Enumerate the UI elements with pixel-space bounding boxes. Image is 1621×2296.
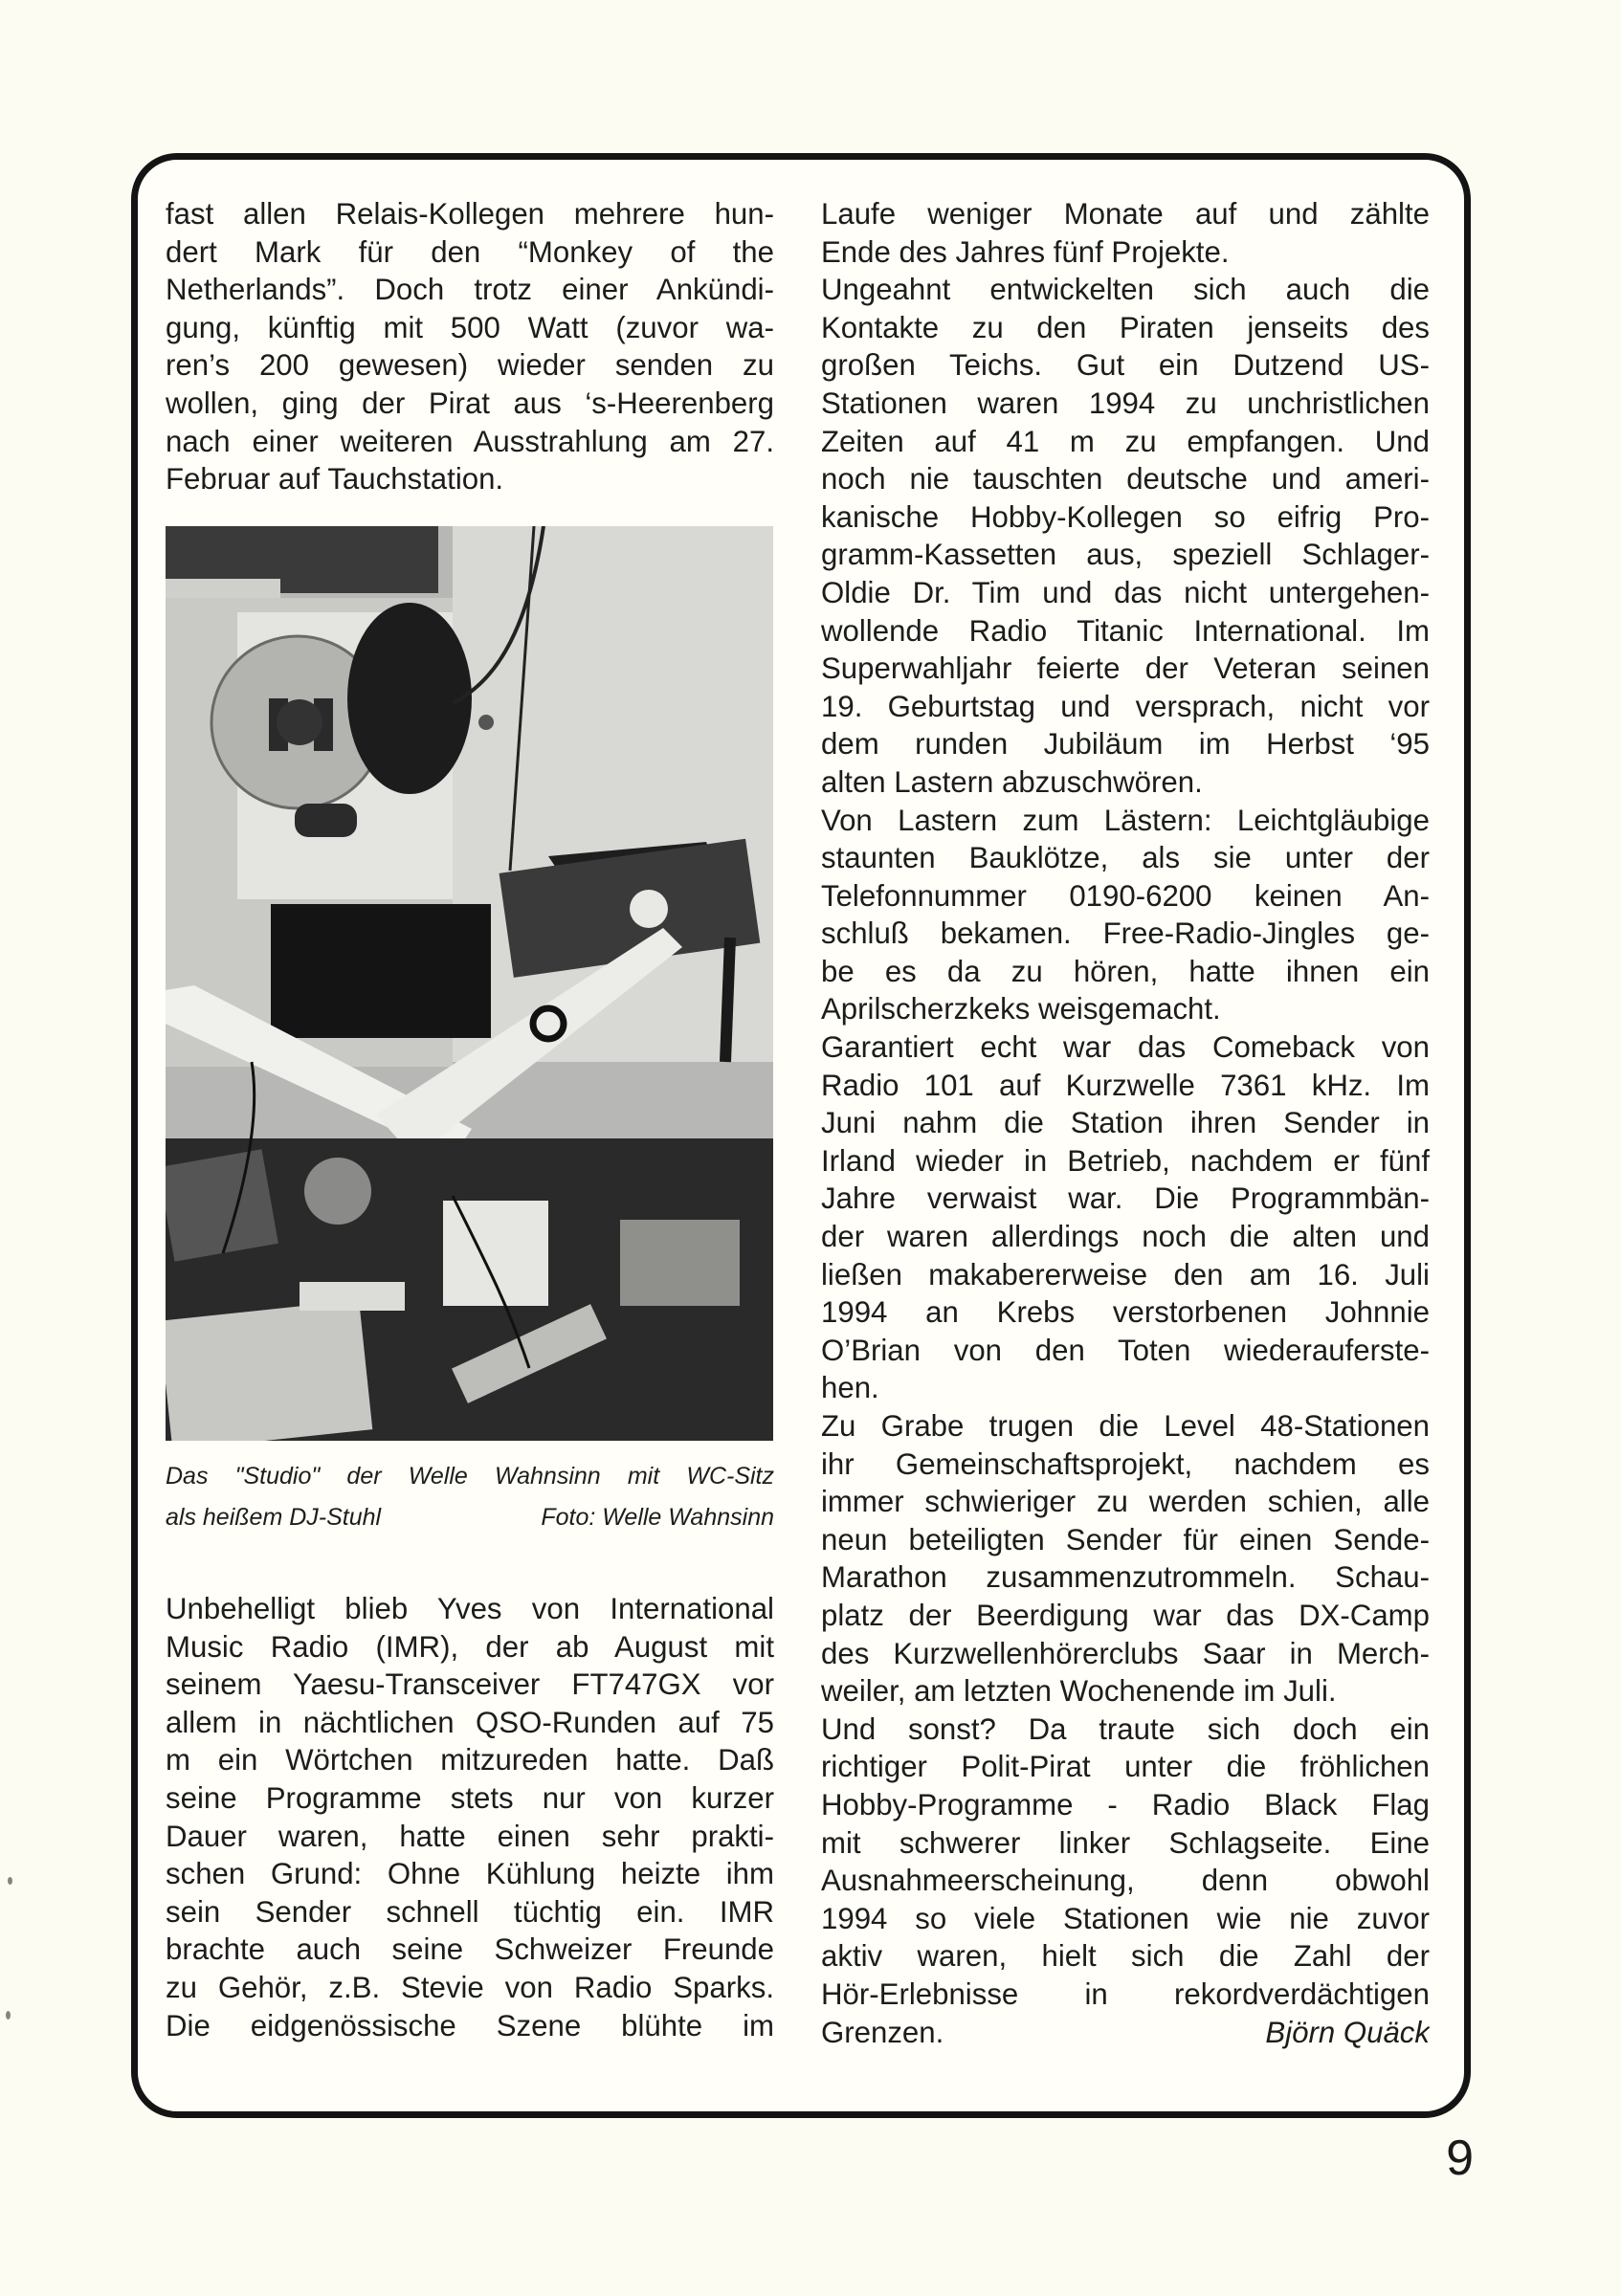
text-line: O’Brian von den Toten wiederauferste- <box>821 1333 1430 1367</box>
left-column-bottom <box>166 1590 774 2044</box>
scan-speck <box>6 2011 11 2020</box>
text-line: aktiv waren, hielt sich die Zahl der <box>821 1939 1430 1974</box>
text-line: Music Radio (IMR), der ab August mit <box>166 1629 774 1664</box>
closing-line <box>821 2014 1430 2052</box>
text-line: zu Gehör, z.B. Stevie von Radio Sparks. <box>166 1970 774 2004</box>
text-line: des Kurzwellenhörerclubs Saar in Merch- <box>821 1636 1430 1670</box>
caption-text: als heißem DJ-Stuhl <box>166 1504 382 1531</box>
text-line: Juni nahm die Station ihren Sender in <box>821 1106 1430 1140</box>
text-line: kanische Hobby-Kollegen so eifrig Pro- <box>821 499 1430 534</box>
left-column-top <box>166 195 774 498</box>
studio-photo-image <box>166 526 773 1441</box>
text-line: seine Programme stets nur von kurzer <box>166 1780 774 1815</box>
text-line: Von Lastern zum Lästern: Leichtgläubige <box>821 803 1430 837</box>
text-line: 1994 so viele Stationen wie nie zuvor <box>821 1901 1430 1935</box>
text-line: Zu Grabe trugen die Level 48-Stationen <box>821 1409 1430 1443</box>
text-line: Ausnahmeerscheinung, denn obwohl <box>821 1864 1430 1898</box>
text-line: Ende des Jahres fünf Projekte. <box>821 234 1230 269</box>
text-line: schluß bekamen. Free-Radio-Jingles ge- <box>821 916 1430 951</box>
text-line: Dauer waren, hatte einen sehr prakti- <box>166 1819 774 1853</box>
author-name: Björn Quäck <box>1265 2015 1430 2049</box>
text-line: Stationen waren 1994 zu unchristlichen <box>821 386 1430 420</box>
text-line: Zeiten auf 41 m zu empfangen. Und <box>821 424 1430 458</box>
text-line: Und sonst? Da traute sich doch ein <box>821 1711 1430 1746</box>
text-line: Jahre verwaist war. Die Programmbän- <box>821 1181 1430 1216</box>
page-number: 9 <box>1446 2130 1474 2186</box>
text-line: Hör-Erlebnisse in rekordverdächtigen <box>821 1976 1430 2011</box>
text-line: sein Sender schnell tüchtig ein. IMR <box>166 1894 774 1929</box>
text-line: Garantiert echt war das Comeback von <box>821 1030 1430 1065</box>
text-line: Februar auf Tauchstation. <box>166 462 504 497</box>
text-line: richtiger Polit-Pirat unter die fröhlichen <box>821 1750 1430 1784</box>
text-line: hen. <box>821 1371 879 1405</box>
text-line: schen Grund: Ohne Kühlung heizte ihm <box>166 1857 774 1891</box>
text-line: Oldie Dr. Tim und das nicht untergehen- <box>821 575 1430 609</box>
right-column <box>821 195 1430 2051</box>
text-line: mit schwerer linker Schlagseite. Eine <box>821 1825 1430 1860</box>
studio-photo <box>166 526 773 1441</box>
text-line: Ungeahnt entwickelten sich auch die <box>821 273 1430 307</box>
text-line: Marathon zusammenzutrommeln. Schau- <box>821 1560 1430 1595</box>
text-line: be es da zu hören, hatte ihnen ein <box>821 954 1430 988</box>
text-line: allem in nächtlichen QSO-Runden auf 75 <box>166 1705 774 1739</box>
photo-credit: Foto: Welle Wahnsinn <box>541 1504 774 1531</box>
text-line: gung, künftig mit 500 Watt (zuvor wa- <box>166 310 774 344</box>
text-line: m ein Wörtchen mitzureden hatte. Daß <box>166 1743 774 1777</box>
text-line: Laufe weniger Monate auf und zählte <box>821 197 1430 231</box>
text-line: nach einer weiteren Ausstrahlung am 27. <box>166 424 774 458</box>
text-line: Hobby-Programme - Radio Black Flag <box>821 1787 1430 1821</box>
text-line: fast allen Relais-Kollegen mehrere hun- <box>166 197 774 231</box>
text-line: der waren allerdings noch die alten und <box>821 1220 1430 1254</box>
text-line: immer schwieriger zu werden schien, alle <box>821 1485 1430 1519</box>
text-line: noch nie tauschten deutsche und ameri- <box>821 462 1430 497</box>
text-line: dem runden Jubiläum im Herbst ‘95 <box>821 727 1430 762</box>
text-line: wollen, ging der Pirat aus ‘s-Heerenberg <box>166 386 774 420</box>
photo-caption <box>166 1456 774 1538</box>
text-line: ren’s 200 gewesen) wieder senden zu <box>166 348 774 383</box>
text-line: 1994 an Krebs verstorbenen Johnnie <box>821 1295 1430 1330</box>
text-line: Unbehelligt blieb Yves von International <box>166 1592 774 1625</box>
text-line: alten Lastern abzuschwören. <box>821 764 1203 799</box>
text-line: 19. Geburtstag und versprach, nicht vor <box>821 689 1430 723</box>
text-line: Aprilscherzkeks weisgemacht. <box>821 992 1221 1027</box>
text-line: Telefonnummer 0190-6200 keinen An- <box>821 878 1430 913</box>
text-line: großen Teichs. Gut ein Dutzend US- <box>821 348 1430 383</box>
text-line: ihr Gemeinschaftsprojekt, nachdem es <box>821 1446 1430 1481</box>
text-line: neun beteiligten Sender für einen Sende- <box>821 1522 1430 1556</box>
text-line: Die eidgenössische Szene blühte im <box>166 2008 774 2042</box>
text-line: staunten Bauklötze, als sie unter der <box>821 841 1430 875</box>
text-line: ließen makabererweise den am 16. Juli <box>821 1257 1430 1292</box>
text-line: Radio 101 auf Kurzwelle 7361 kHz. Im <box>821 1068 1430 1102</box>
caption-line: Das "Studio" der Welle Wahnsinn mit WC-Sitz <box>166 1463 774 1490</box>
text-line: weiler, am letzten Wochenende im Juli. <box>821 1674 1337 1709</box>
text-line: wollende Radio Titanic International. Im <box>821 613 1430 648</box>
text-line: brachte auch seine Schweizer Freunde <box>166 1932 774 1967</box>
text-line: Irland wieder in Betrieb, nachdem er fünf <box>821 1143 1430 1178</box>
closing-text: Grenzen. <box>821 2015 944 2049</box>
text-line: Superwahljahr feierte der Veteran seinen <box>821 651 1430 686</box>
text-line: Netherlands”. Doch trotz einer Ankündi- <box>166 273 774 307</box>
text-line: gramm-Kassetten aus, speziell Schlager- <box>821 538 1430 572</box>
text-line: dert Mark für den “Monkey of the <box>166 234 774 269</box>
text-line: seinem Yaesu-Transceiver FT747GX vor <box>166 1667 774 1702</box>
text-line: platz der Beerdigung war das DX-Camp <box>821 1598 1430 1632</box>
caption-line <box>166 1497 774 1538</box>
scan-speck <box>8 1877 12 1885</box>
text-line: Kontakte zu den Piraten jenseits des <box>821 310 1430 344</box>
